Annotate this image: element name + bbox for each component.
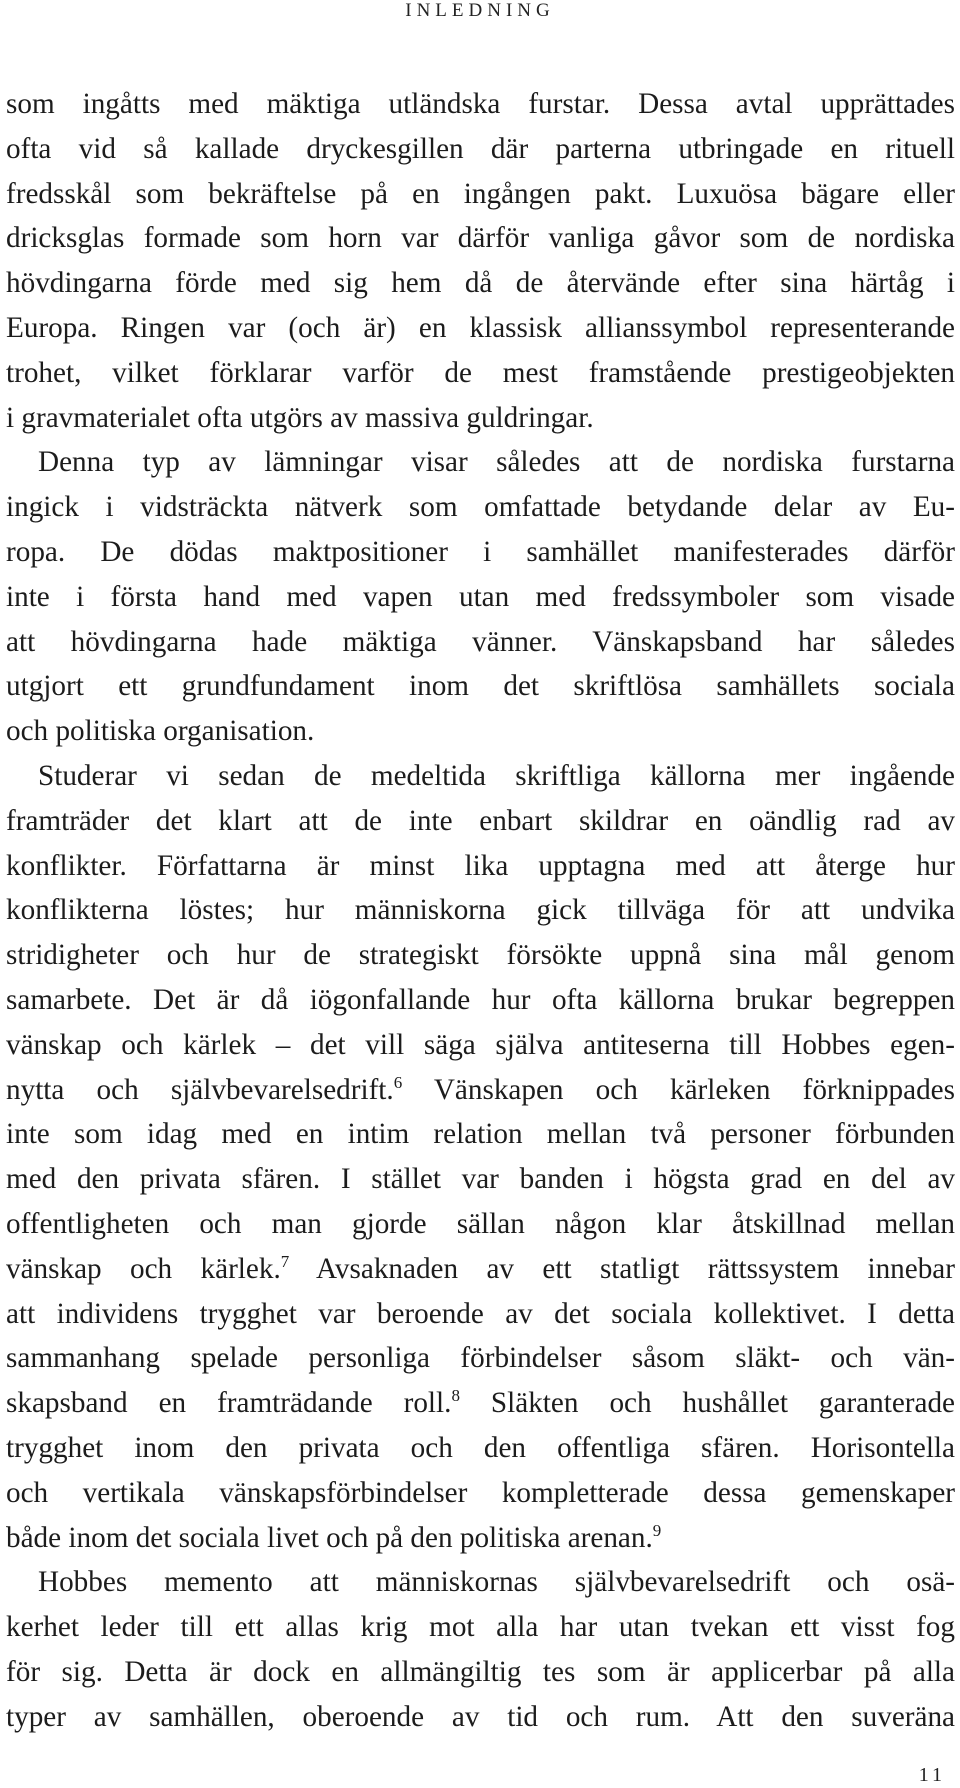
footnote-marker: 7 [280, 1251, 290, 1271]
text-line [6, 1023, 955, 1068]
text-line [6, 709, 955, 754]
text-line [6, 1695, 955, 1740]
line-text: Denna typ av lämningar visar således att de nordiska furstarna [38, 446, 955, 479]
text-line [6, 1471, 955, 1516]
line-text: samarbete. Det är då iögonfallande hur ofta källorna brukar begreppen [6, 983, 955, 1016]
line-text: både inom det sociala livet och på den politiska arenan. [6, 1521, 653, 1554]
text-line [6, 799, 955, 844]
body-text [6, 82, 955, 1733]
text-line [6, 754, 955, 799]
text-line [6, 1336, 955, 1381]
footnote-marker: 9 [652, 1520, 662, 1540]
line-text: för sig. Detta är dock en allmängiltig tes som är applicerbar på alla [6, 1655, 955, 1688]
text-line [6, 1068, 955, 1113]
text-line [6, 306, 955, 351]
text-line [6, 575, 955, 620]
text-line [6, 1560, 955, 1605]
running-head: INLEDNING [405, 0, 555, 21]
line-text: sammanhang spelade personliga förbindelser såsom släkt- och vän- [6, 1342, 955, 1375]
line-text: Studerar vi sedan de medeltida skriftliga källorna mer ingående [38, 759, 955, 792]
text-line [6, 664, 955, 709]
text-line [6, 1650, 955, 1695]
line-text: och politiska organisation. [6, 715, 315, 748]
line-text: Europa. Ringen var (och är) en klassisk allianssymbol representerande [6, 311, 955, 344]
line-text: ropa. De dödas maktpositioner i samhället manifesterades därför [6, 535, 955, 568]
line-text: inte som idag med en intim relation mellan två personer förbunden [6, 1118, 955, 1151]
text-line [6, 1605, 955, 1650]
text-line [6, 216, 955, 261]
line-text: trohet, vilket förklarar varför de mest framstående prestigeobjekten [6, 356, 955, 389]
line-text-continued: Släkten och hushållet garanterade [459, 1387, 955, 1420]
line-text: att hövdingarna hade mäktiga vänner. Vänskapsband har således [6, 625, 955, 658]
text-line [6, 1426, 955, 1471]
text-line [6, 351, 955, 396]
line-text: vänskap och kärlek. [6, 1252, 281, 1285]
line-text: skapsband en framträdande roll. [6, 1387, 452, 1420]
text-line [6, 440, 955, 485]
text-line [6, 978, 955, 1023]
line-text: ofta vid så kallade dryckesgillen där parterna utbringade en rituell [6, 132, 955, 165]
line-text: inte i första hand med vapen utan med fredssymboler som visade [6, 580, 955, 613]
line-text: konflikterna löstes; hur människorna gick tillväga för att undvika [6, 894, 955, 927]
line-text: i gravmaterialet ofta utgörs av massiva guldringar. [6, 401, 594, 434]
line-text: dricksglas formade som horn var därför vanliga gåvor som de nordiska [6, 222, 955, 255]
line-text: vänskap och kärlek – det vill säga själva antiteserna till Hobbes egen- [6, 1028, 955, 1061]
line-text: med den privata sfären. I stället var banden i högsta grad en del av [6, 1163, 955, 1196]
text-line [6, 396, 955, 441]
text-line [6, 620, 955, 665]
line-text: konflikter. Författarna är minst lika upptagna med att återge hur [6, 849, 955, 882]
text-line [6, 485, 955, 530]
text-line [6, 1247, 955, 1292]
text-line [6, 1516, 955, 1561]
footnote-marker: 8 [451, 1386, 460, 1406]
text-line [6, 844, 955, 889]
line-text: utgjort ett grundfundament inom det skriftlösa samhällets sociala [6, 670, 955, 703]
text-line [6, 1202, 955, 1247]
text-line [6, 530, 955, 575]
line-text: att individens trygghet var beroende av det sociala kollektivet. I detta [6, 1297, 955, 1330]
line-text: Hobbes memento att människornas självbevarelsedrift och osä- [38, 1566, 955, 1599]
text-line [6, 1112, 955, 1157]
text-line [6, 82, 955, 127]
footnote-marker: 6 [393, 1072, 403, 1092]
text-line [6, 933, 955, 978]
line-text: framträder det klart att de inte enbart skildrar en oändlig rad av [6, 804, 955, 837]
text-line [6, 127, 955, 172]
line-text: som ingåtts med mäktiga utländska furstar. Dessa avtal upprättades [6, 88, 955, 120]
line-text: stridigheter och hur de strategiskt försökte uppnå sina mål genom [6, 939, 955, 972]
text-line [6, 1381, 955, 1426]
text-line [6, 1292, 955, 1337]
line-text: kerhet leder till ett allas krig mot alla har utan tvekan ett visst fog [6, 1611, 955, 1644]
line-text: ingick i vidsträckta nätverk som omfattade betydande delar av Eu- [6, 491, 955, 524]
line-text: och vertikala vänskapsförbindelser kompletterade dessa gemenskaper [6, 1476, 955, 1509]
text-line [6, 888, 955, 933]
text-line [6, 172, 955, 217]
line-text: nytta och självbevarelsedrift. [6, 1073, 394, 1106]
line-text-continued: Avsaknaden av ett statligt rättssystem innebar [289, 1252, 955, 1285]
line-text: fredsskål som bekräftelse på en ingången pakt. Luxuösa bägare eller [6, 177, 955, 210]
line-text: trygghet inom den privata och den offentliga sfären. Horisontella [6, 1431, 955, 1464]
line-text-continued: Vänskapen och kärleken förknippades [402, 1073, 955, 1106]
line-text: hövdingarna förde med sig hem då de återvände efter sina härtåg i [6, 267, 955, 300]
text-line [6, 1157, 955, 1202]
page-number: 11 [918, 1764, 946, 1786]
text-line [6, 261, 955, 306]
line-text: offentligheten och man gjorde sällan någon klar åtskillnad mellan [6, 1207, 955, 1240]
line-text: typer av samhällen, oberoende av tid och rum. Att den suveräna [6, 1700, 955, 1733]
